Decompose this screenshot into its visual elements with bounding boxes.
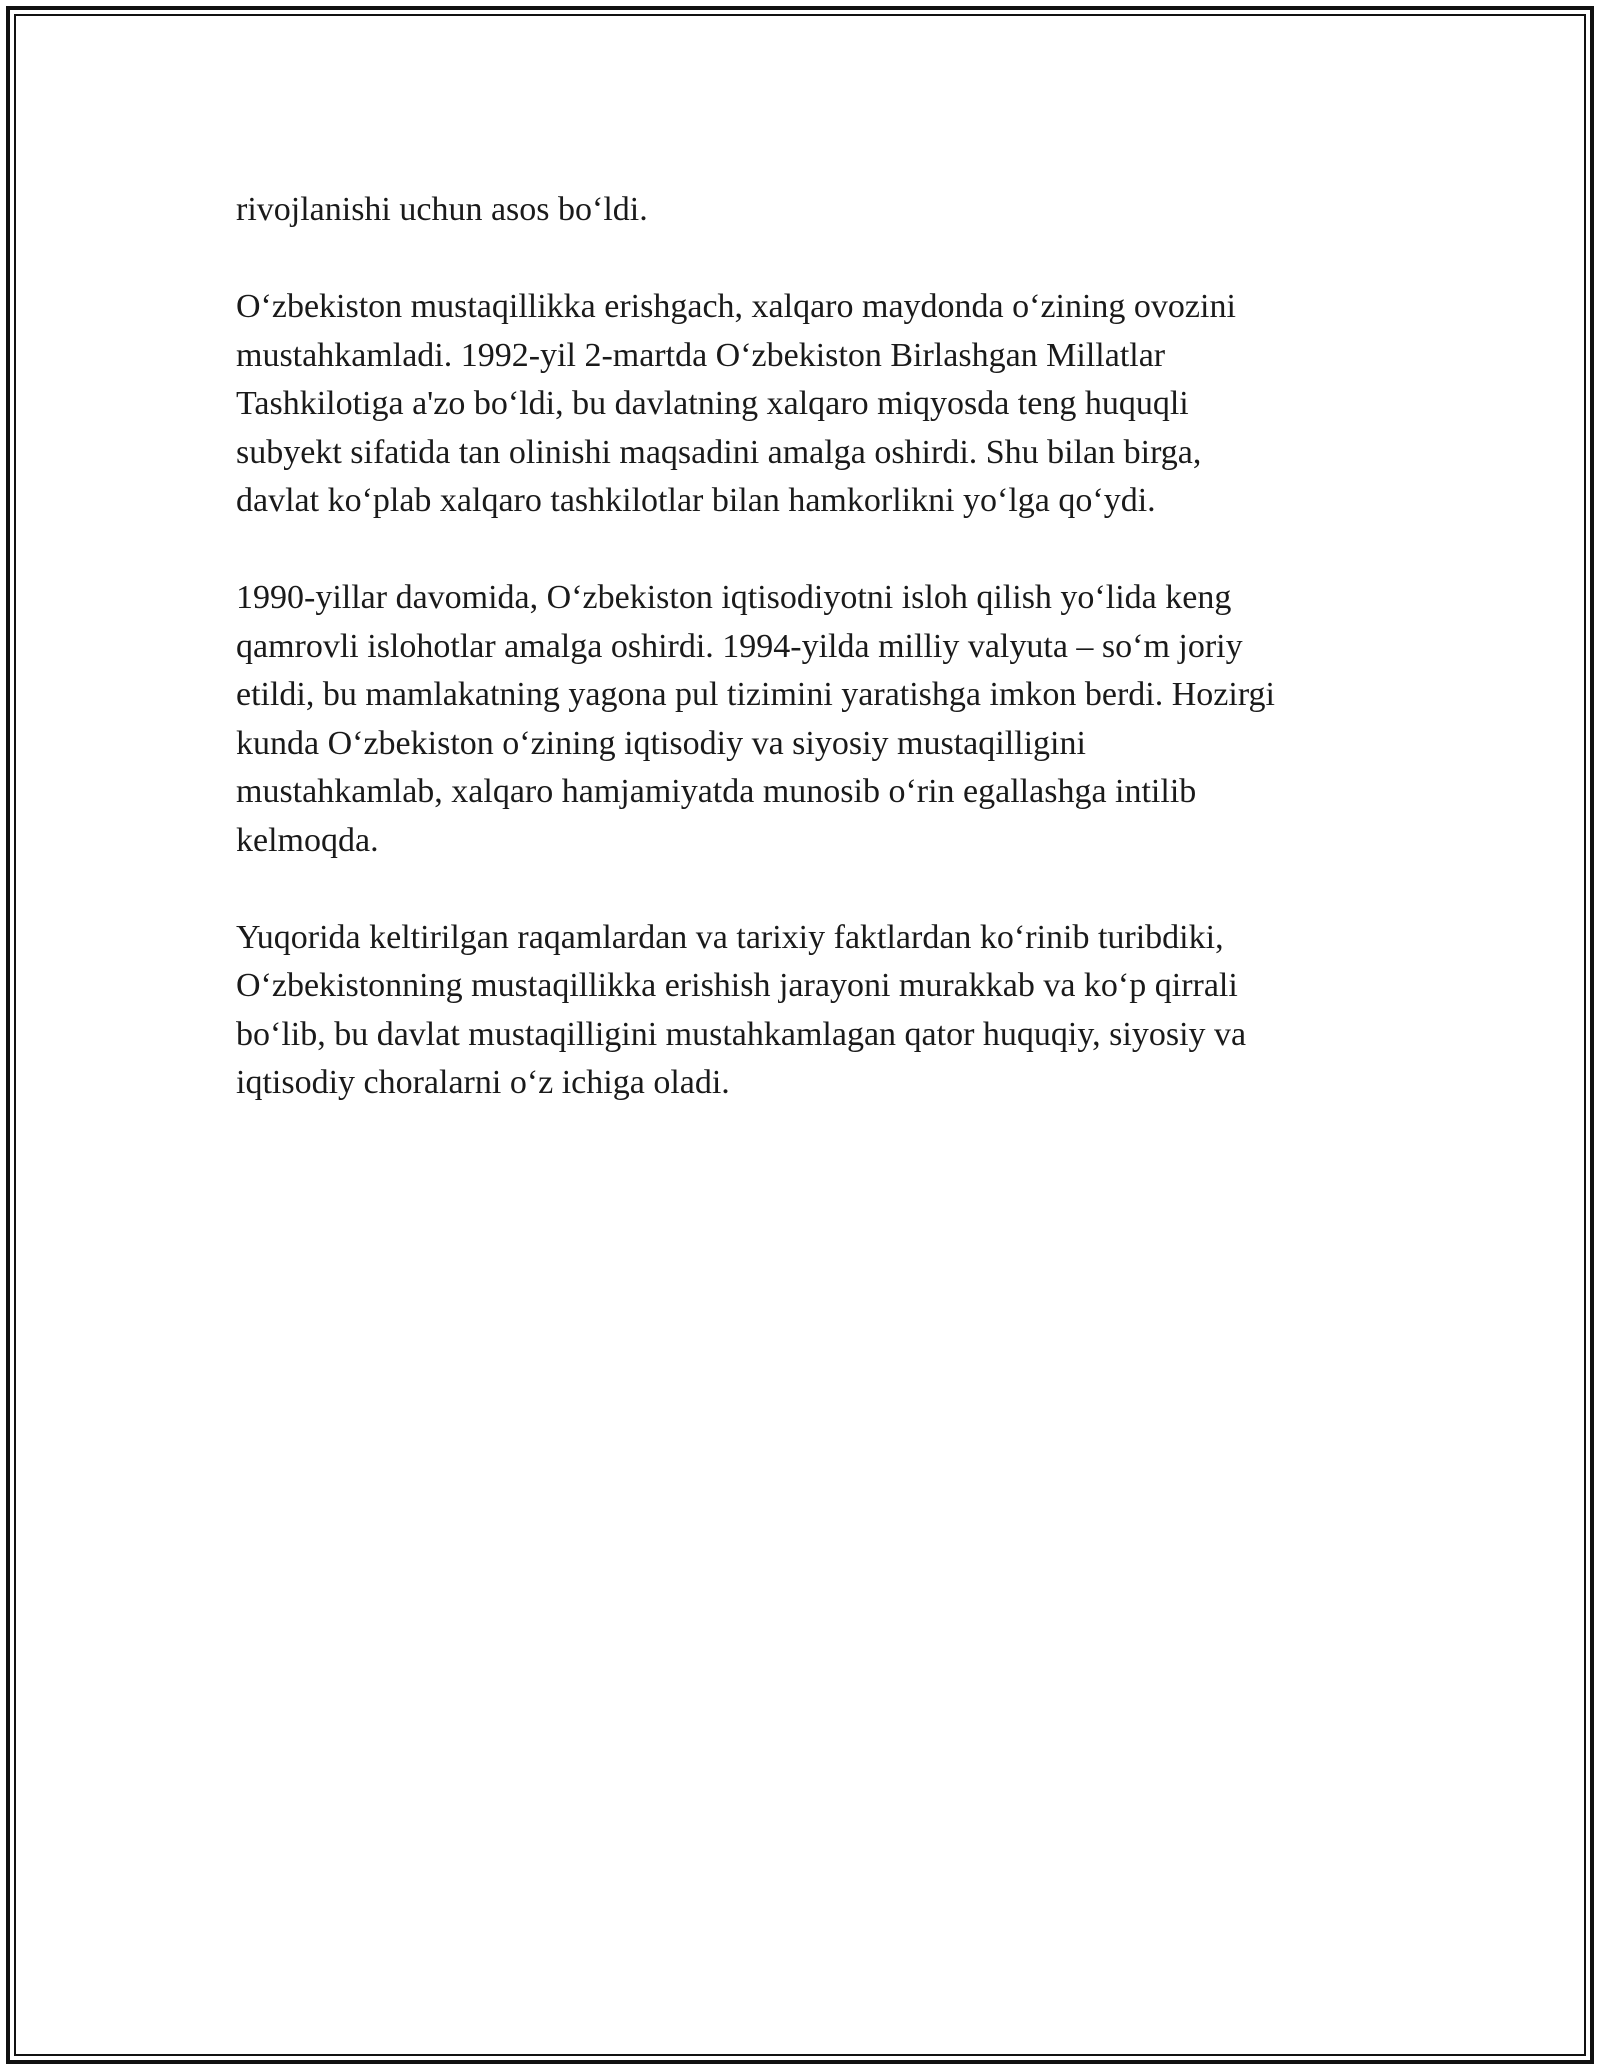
paragraph-conclusion: Yuqorida keltirilgan raqamlardan va tarixiy faktlardan ko‘rinib turibdiki, O‘zbekistonning mustaqillikka erishish jarayoni murakkab va ko‘p qirrali bo‘lib, bu davlat mustaqilligini mustahkamlagan qator huquqiy, siyosiy va iqtisodiy choralarni o‘z ichiga oladi. xyxy=(236,918,1247,1101)
document-body xyxy=(236,186,1376,1156)
paragraph-economic-reforms: 1990-yillar davomida, O‘zbekiston iqtisodiyotni isloh qilish yo‘lida keng qamrovli islohotlar amalga oshirdi. 1994-yilda milliy valyuta – so‘m joriy etildi, bu mamlakatning yagona pul tizimini yaratishga imkon berdi. Hozirgi kunda O‘zbekiston o‘zining iqtisodiy va siyosiy mustaqilligini mustahkamlab, xalqaro hamjamiyatda munosib o‘rin egallashga intilib kelmoqda. xyxy=(236,579,1275,859)
paragraph-un-membership: O‘zbekiston mustaqillikka erishgach, xalqaro maydonda o‘zining ovozini mustahkamladi. 1992-yil 2-martda O‘zbekiston Birlashgan Millatlar Tashkilotiga a'zo bo‘ldi, bu davlatning xalqaro miqyosda teng huquqli subyekt sifatida tan olinishi maqsadini amalga oshirdi. Shu bilan birga, davlat ko‘plab xalqaro tashkilotlar bilan hamkorlikni yo‘lga qo‘ydi. xyxy=(236,288,1236,519)
paragraph-continuation: rivojlanishi uchun asos bo‘ldi. xyxy=(236,191,648,228)
